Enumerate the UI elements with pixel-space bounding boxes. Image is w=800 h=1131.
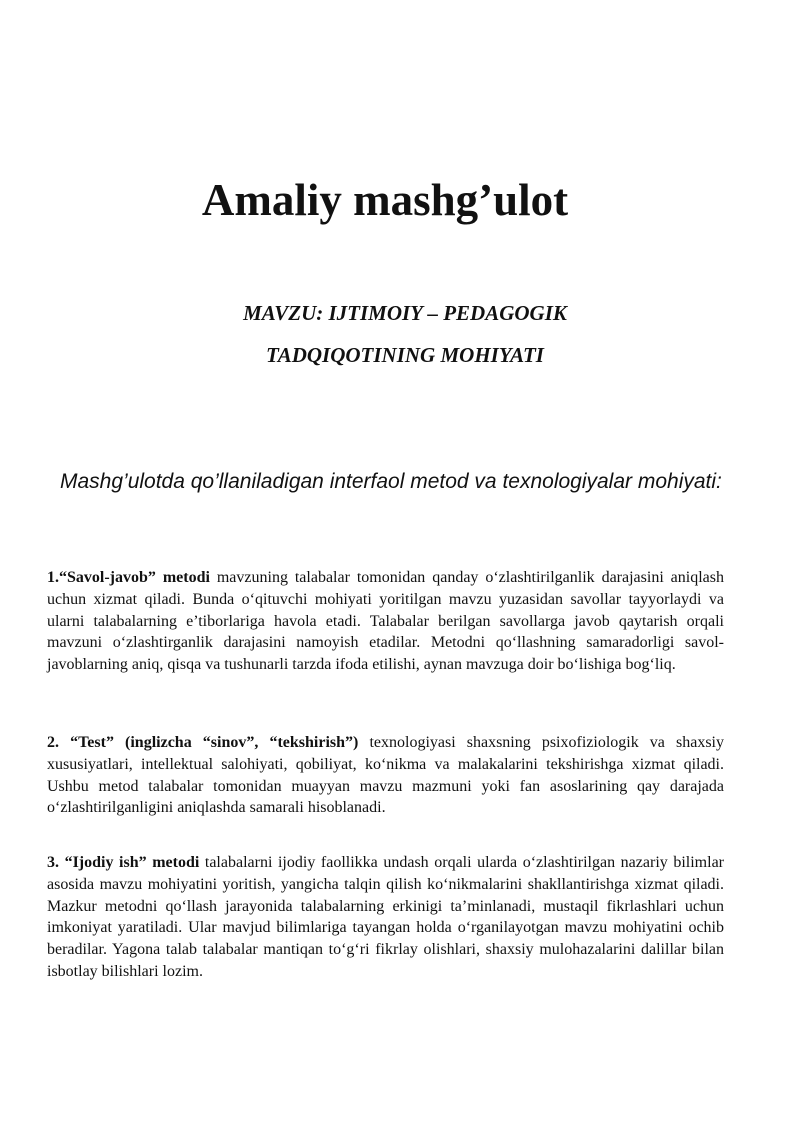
method-paragraph-test bbox=[47, 732, 724, 819]
method-description: talabalarni ijodiy faollikka undash orqali ularda o‘zlashtirilgan nazariy bilimlar asosida mavzu mohiyatini yoritish, yangicha talqin qilish ko‘nikmalarini shakllantirishga xizmat qiladi. Mazkur metodni qo‘llash jarayonida talabalarning erkinigi ta’minlanadi, mustaqil fikrlashlari uchun imkoniyat yaratiladi. Ular mavjud bilimlariga tayangan holda o‘rganilayotgan mavzu mohiyatini ochib beradilar. Yagona talab talabalar mantiqan to‘g‘ri fikrlay olishlari, shaxsiy mulohazalarini dalillar bilan isbotlay bilishlari lozim. bbox=[47, 854, 724, 980]
topic-heading-line-1: MAVZU: IJTIMOIY – PEDAGOGIK bbox=[243, 301, 567, 325]
method-title: 3. “Ijodiy ish” metodi bbox=[47, 854, 200, 871]
method-title: 2. “Test” (inglizcha “sinov”, “tekshirish”) bbox=[47, 734, 359, 751]
method-paragraph-savol-javob bbox=[47, 567, 724, 676]
method-paragraph-ijodiy-ish bbox=[47, 852, 724, 983]
method-description: mavzuning talabalar tomonidan qanday o‘zlashtirilganlik darajasini aniqlash uchun xizmat qiladi. Bunda o‘qituvchi mohiyati yoritilgan mavzu yuzasidan savollar tayyorlaydi va ularni talabalarning e’tiborlariga havola etadi. Talabalar berilgan savollarga javob qaytarish orqali mavzuni o‘zlashtirganlik darajasini namoyish etadilar. Metodni qo‘llashning samaradorligi savol-javoblarning aniq, qisqa va tushunarli tarzda ifoda etilishi, aynan mavzuga doir bo‘lishiga bog‘liq. bbox=[47, 569, 724, 674]
method-description: texnologiyasi shaxsning psixofiziologik va shaxsiy xususiyatlari, intellektual salohiyati, qobiliyat, ko‘nikma va malakalarini tekshirishga xizmat qiladi. Ushbu metod talabalar tomonidan muayyan mavzu mazmuni yoki fan asoslarining qay darajada o‘zlashtirilganligini aniqlashda samarali hisoblanadi. bbox=[47, 734, 724, 817]
topic-heading-line-2: TADQIQOTINING MOHIYATI bbox=[266, 343, 544, 367]
method-title: 1.“Savol-javob” metodi bbox=[47, 569, 210, 586]
page-title: Amaliy mashg’ulot bbox=[201, 175, 569, 225]
intro-heading: Mashg’ulotda qo’llaniladigan interfaol metod va texnologiyalar mohiyati: bbox=[60, 470, 722, 493]
